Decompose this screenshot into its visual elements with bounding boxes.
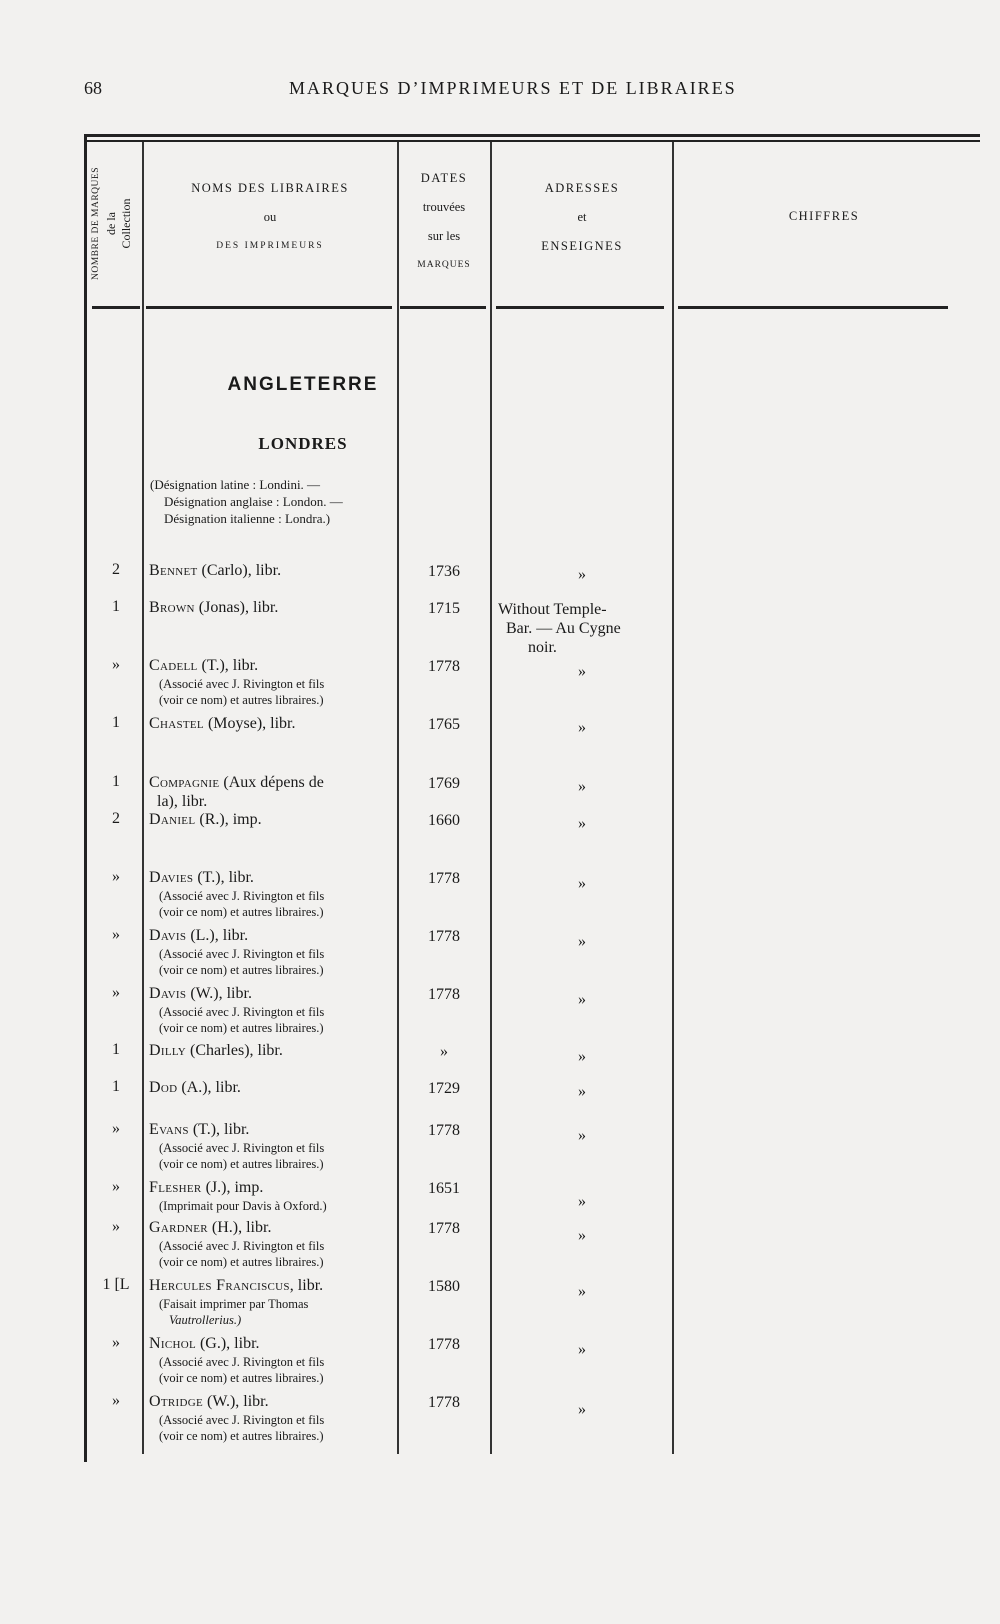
entry-address: » xyxy=(578,663,586,680)
entry-count: » xyxy=(112,984,120,1001)
column-divider xyxy=(142,142,144,1454)
entry-name-rest: (T.), libr. xyxy=(197,657,259,674)
entry-name xyxy=(149,561,395,580)
designation-line: Désignation anglaise : London. — xyxy=(164,494,343,509)
entry-surname: Davis xyxy=(149,985,187,1002)
column-divider xyxy=(672,142,674,1454)
entry-name-rest: (T.), libr. xyxy=(193,869,254,886)
entry-note-line: Vautrollerius.) xyxy=(169,1313,242,1327)
entry-count: » xyxy=(112,926,120,943)
entry-date: 1778 xyxy=(428,1122,460,1139)
header-underline xyxy=(92,306,140,309)
entry-date: 1778 xyxy=(428,1220,460,1237)
entry-count: 2 xyxy=(112,561,120,578)
entry-surname: Otridge xyxy=(149,1393,203,1410)
entry-address-line: noir. xyxy=(528,639,557,656)
entry-name xyxy=(149,773,395,811)
entry-name xyxy=(149,1218,395,1237)
entry-date: 1729 xyxy=(428,1080,460,1097)
entry-note xyxy=(159,888,397,920)
header-underline xyxy=(678,306,948,309)
section-country: ANGLETERRE xyxy=(227,374,379,395)
entry-address: » xyxy=(578,1193,586,1210)
entry-name-rest: (Moyse), libr. xyxy=(203,715,296,732)
page-number: 68 xyxy=(84,78,102,98)
entry-name xyxy=(149,1276,395,1295)
entry-note xyxy=(159,946,397,978)
entry-count: » xyxy=(112,656,120,673)
header-dates-line: trouvées xyxy=(422,200,466,214)
entry-note xyxy=(159,1198,397,1214)
entry-note-line: (Imprimait pour Davis à Oxford.) xyxy=(159,1199,327,1213)
header-names-line: ou xyxy=(263,210,277,224)
entry-note xyxy=(159,1296,397,1328)
entry-surname: Dod xyxy=(149,1079,178,1096)
entry-address: » xyxy=(578,875,586,892)
entry-address: » xyxy=(578,1083,586,1100)
header-names-line: DES IMPRIMEURS xyxy=(216,241,324,251)
entry-name xyxy=(149,598,395,617)
entry-surname: Bennet xyxy=(149,562,198,579)
header-dates-line: sur les xyxy=(427,229,461,243)
entry-name xyxy=(149,810,395,829)
entry-name xyxy=(149,714,395,733)
entry-date: 1778 xyxy=(428,1336,460,1353)
entry-name-rest: (G.), libr. xyxy=(195,1335,260,1352)
entry-address: » xyxy=(578,815,586,832)
entry-note-line: (voir ce nom) et autres libraires.) xyxy=(159,1371,324,1385)
designation-line: Désignation italienne : Londra.) xyxy=(164,511,331,526)
header-chiffres: CHIFFRES xyxy=(788,209,860,223)
entry-count: 1 [L xyxy=(102,1276,130,1293)
entry-surname: Gardner xyxy=(149,1219,208,1236)
entry-address: » xyxy=(578,1401,586,1418)
entry-note xyxy=(159,676,397,708)
entry-name xyxy=(149,1334,395,1353)
header-addresses-line: ADRESSES xyxy=(544,181,620,195)
table-top-rule xyxy=(84,134,980,137)
entry-address-line: Bar. — Au Cygne xyxy=(506,620,621,637)
entry-address-line: Without Temple- xyxy=(498,601,607,618)
entry-address: » xyxy=(578,991,586,1008)
entry-date: 1778 xyxy=(428,986,460,1003)
entry-note-line: (Associé avec J. Rivington et fils xyxy=(159,947,325,961)
header-dates-line: MARQUES xyxy=(417,260,471,270)
header-count xyxy=(89,146,141,301)
entry-name xyxy=(149,1178,395,1197)
entry-name-rest: (Carlo), libr. xyxy=(197,562,282,579)
entry-note-line: (Associé avec J. Rivington et fils xyxy=(159,1355,325,1369)
running-title: MARQUES D’IMPRIMEURS ET DE LIBRAIRES xyxy=(289,78,737,98)
entry-count: » xyxy=(112,1392,120,1409)
entry-address: » xyxy=(578,778,586,795)
entry-note xyxy=(159,1412,397,1444)
designation-note xyxy=(150,476,396,527)
entry-name xyxy=(149,926,395,945)
header-names-line: NOMS DES LIBRAIRES xyxy=(191,181,349,195)
entry-name-rest: (T.), libr. xyxy=(188,1121,250,1138)
entry-date: 1778 xyxy=(428,928,460,945)
entry-count: 1 xyxy=(112,773,120,790)
entry-address xyxy=(494,600,668,657)
entry-date: 1736 xyxy=(428,563,460,580)
designation-line: (Désignation latine : Londini. — xyxy=(150,477,321,492)
entry-name xyxy=(149,984,395,1003)
entry-note-line: (voir ce nom) et autres libraires.) xyxy=(159,1021,324,1035)
entry-name-rest: (Charles), libr. xyxy=(186,1042,283,1059)
entry-date: 1769 xyxy=(428,775,460,792)
entry-note-line: (Associé avec J. Rivington et fils xyxy=(159,889,325,903)
entry-count: » xyxy=(112,1218,120,1235)
entry-count: 2 xyxy=(112,810,120,827)
entry-surname: Davies xyxy=(149,869,194,886)
entry-name-rest: (Jonas), libr. xyxy=(194,599,279,616)
entry-count: 1 xyxy=(112,714,120,731)
entry-name xyxy=(149,1078,395,1097)
entry-surname: Compagnie xyxy=(149,774,220,791)
column-divider xyxy=(490,142,492,1454)
entry-count: » xyxy=(112,1334,120,1351)
entry-date: 1715 xyxy=(428,600,460,617)
header-count-line: Collection xyxy=(119,198,133,249)
header-addresses xyxy=(494,174,670,261)
header-count-line: de la xyxy=(104,212,118,235)
entry-note-line: (voir ce nom) et autres libraires.) xyxy=(159,693,324,707)
entry-date: 1660 xyxy=(428,812,460,829)
entry-surname: Nichol xyxy=(149,1335,196,1352)
entry-count: 1 xyxy=(112,1041,120,1058)
header-addresses-line: ENSEIGNES xyxy=(541,239,623,253)
entry-note-line: (voir ce nom) et autres libraires.) xyxy=(159,1255,324,1269)
entry-count: 1 xyxy=(112,598,120,615)
entry-note-line: (Associé avec J. Rivington et fils xyxy=(159,1239,325,1253)
table-left-rule xyxy=(84,134,87,1462)
entry-name-rest: (A.), libr. xyxy=(177,1079,241,1096)
header-count-line: NOMBRE DE MARQUES xyxy=(91,167,101,281)
entry-address: » xyxy=(578,1341,586,1358)
entry-name-rest: (W.), libr. xyxy=(186,985,252,1002)
entry-count: 1 xyxy=(112,1078,120,1095)
entry-address: » xyxy=(578,566,586,583)
section-city: LONDRES xyxy=(258,434,348,453)
entry-note xyxy=(159,1004,397,1036)
header-underline xyxy=(146,306,392,309)
entry-date: 1778 xyxy=(428,870,460,887)
entry-name xyxy=(149,1120,395,1139)
entry-surname: Chastel xyxy=(149,715,204,732)
entry-name-rest: (J.), imp. xyxy=(201,1179,264,1196)
entry-surname: Hercules Franciscus xyxy=(149,1277,290,1294)
header-underline xyxy=(496,306,664,309)
entry-name-rest: , libr. xyxy=(289,1277,324,1294)
entry-address: » xyxy=(578,719,586,736)
entry-surname: Flesher xyxy=(149,1179,202,1196)
entry-note-line: (Associé avec J. Rivington et fils xyxy=(159,1413,325,1427)
entry-address: » xyxy=(578,933,586,950)
entry-note-line: (Associé avec J. Rivington et fils xyxy=(159,1005,325,1019)
entry-note-line: (Faisait imprimer par Thomas xyxy=(159,1297,309,1311)
entry-date: 1778 xyxy=(428,658,460,675)
entry-surname: Dilly xyxy=(149,1042,186,1059)
entry-note-line: (voir ce nom) et autres libraires.) xyxy=(159,905,324,919)
entry-note xyxy=(159,1140,397,1172)
entry-date: 1765 xyxy=(428,716,460,733)
entry-note-line: (voir ce nom) et autres libraires.) xyxy=(159,1157,324,1171)
entry-name xyxy=(149,1392,395,1411)
entry-surname: Davis xyxy=(149,927,187,944)
entry-note-line: (voir ce nom) et autres libraires.) xyxy=(159,963,324,977)
entry-date: 1778 xyxy=(428,1394,460,1411)
entry-name xyxy=(149,868,395,887)
entry-address: » xyxy=(578,1127,586,1144)
entry-name-rest: (Aux dépens de xyxy=(219,774,324,791)
entry-name-rest: (W.), libr. xyxy=(202,1393,269,1410)
entry-name xyxy=(149,656,395,675)
entry-address: » xyxy=(578,1227,586,1244)
table-top-rule-inner xyxy=(84,140,980,142)
entry-name xyxy=(149,1041,395,1060)
header-addresses-line: et xyxy=(577,210,587,224)
entry-name-rest: (H.), libr. xyxy=(207,1219,272,1236)
entry-note xyxy=(159,1238,397,1270)
entry-count: » xyxy=(112,1178,120,1195)
header-underline xyxy=(400,306,486,309)
entry-name-rest: (L.), libr. xyxy=(186,927,249,944)
entry-surname: Cadell xyxy=(149,657,198,674)
header-names xyxy=(146,174,394,261)
entry-surname: Evans xyxy=(149,1121,189,1138)
header-dates-line: DATES xyxy=(420,171,468,185)
entry-note xyxy=(159,1354,397,1386)
entry-note-line: (voir ce nom) et autres libraires.) xyxy=(159,1429,324,1443)
entry-note-line: (Associé avec J. Rivington et fils xyxy=(159,1141,325,1155)
entry-address: » xyxy=(578,1283,586,1300)
entry-date: 1580 xyxy=(428,1278,460,1295)
entry-surname: Brown xyxy=(149,599,195,616)
entry-address: » xyxy=(578,1048,586,1065)
entry-surname: Daniel xyxy=(149,811,196,828)
entry-count: » xyxy=(112,868,120,885)
entry-name-rest: la), libr. xyxy=(157,793,208,810)
column-divider xyxy=(397,142,399,1454)
entry-note-line: (Associé avec J. Rivington et fils xyxy=(159,677,325,691)
running-header xyxy=(84,78,944,106)
listing-table xyxy=(84,134,980,1462)
header-dates xyxy=(400,164,488,280)
entry-date: 1651 xyxy=(428,1180,460,1197)
entry-date: » xyxy=(440,1043,448,1060)
entry-name-rest: (R.), imp. xyxy=(195,811,262,828)
entry-count: » xyxy=(112,1120,120,1137)
